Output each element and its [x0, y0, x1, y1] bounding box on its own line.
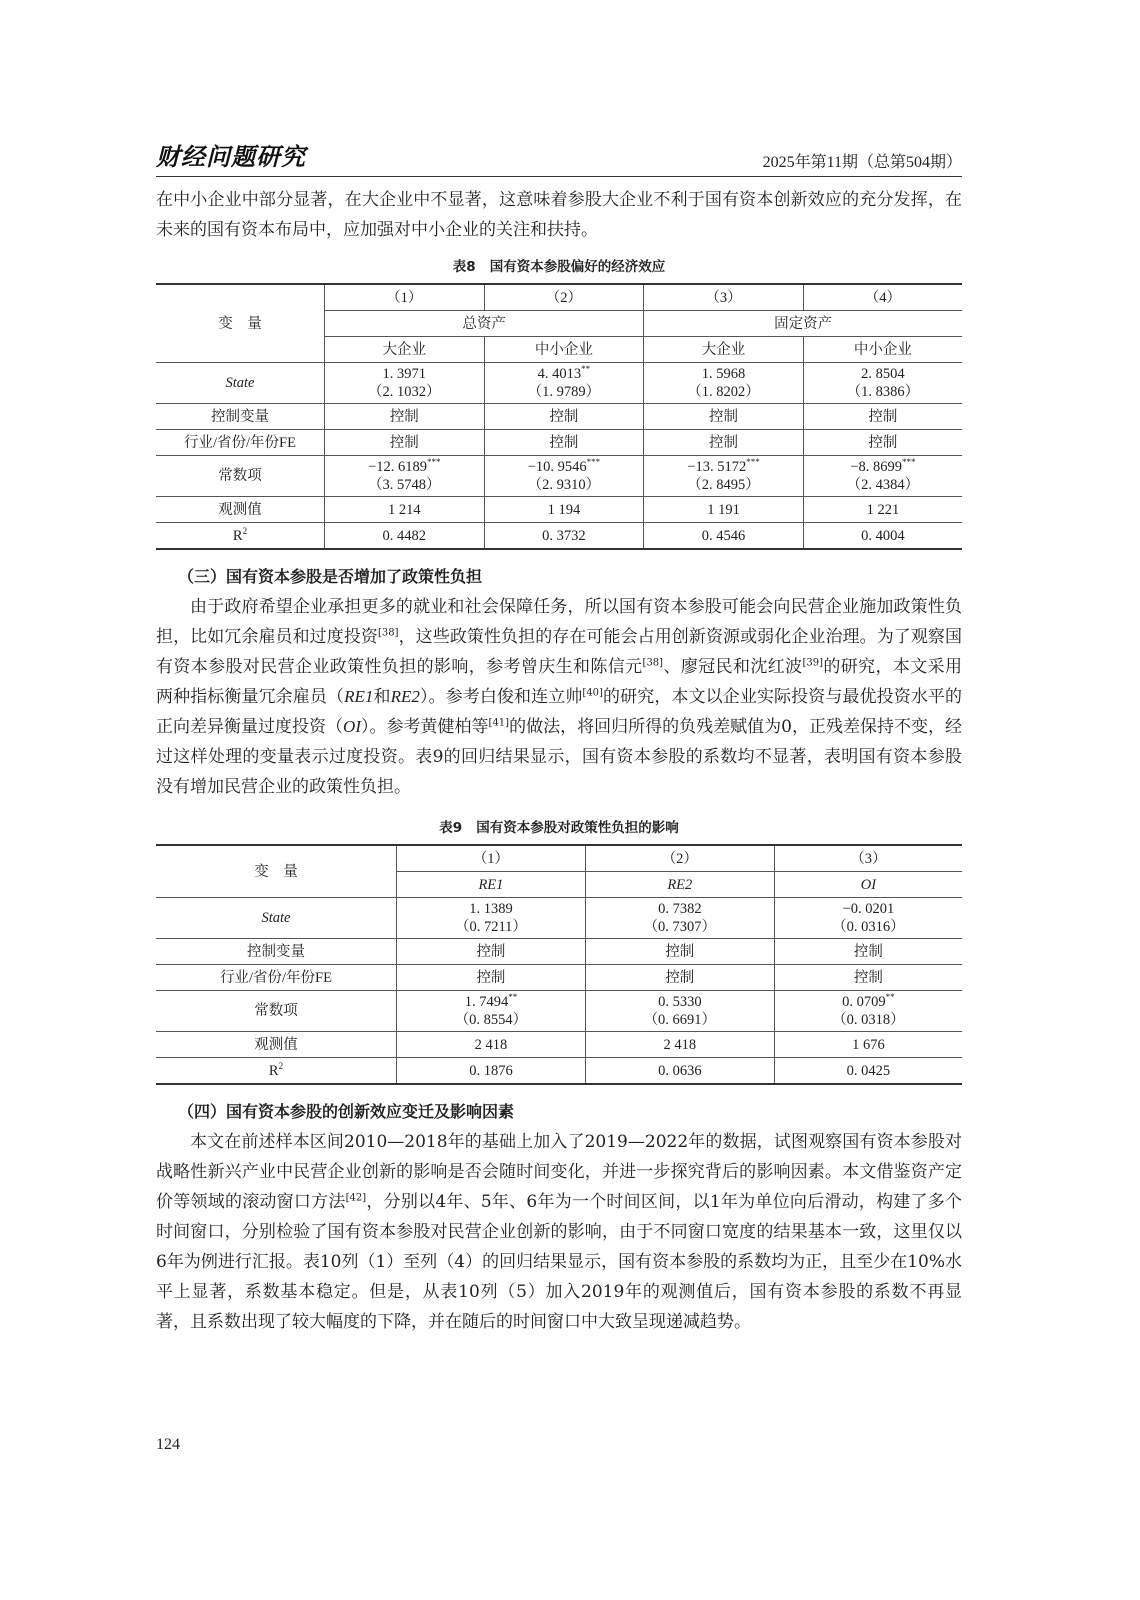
- cell: 控制: [774, 939, 962, 965]
- table9-title: 国有资本参股对政策性负担的影响: [476, 820, 679, 836]
- cell: 1. 7494** （0. 8554）: [397, 991, 586, 1032]
- cell: 控制: [397, 939, 586, 965]
- running-header: [156, 138, 962, 177]
- page: [156, 138, 962, 1337]
- cell: 控制: [803, 430, 962, 456]
- table-row: [156, 1032, 962, 1058]
- table-row: [156, 497, 962, 523]
- cell: −8. 8699*** （2. 4384）: [803, 456, 962, 497]
- col-number: （4）: [803, 284, 962, 311]
- cell: 1 214: [325, 497, 485, 523]
- cell: 1 191: [644, 497, 804, 523]
- row-label: 观测值: [156, 1032, 397, 1058]
- cell: 1. 3971 （2. 1032）: [325, 363, 485, 404]
- row-label: 常数项: [156, 456, 325, 497]
- cell: 0. 0636: [585, 1058, 774, 1085]
- table-row: [156, 523, 962, 550]
- cell: −13. 5172*** （2. 8495）: [644, 456, 804, 497]
- table-row: [156, 939, 962, 965]
- cell: 控制: [803, 404, 962, 430]
- section-heading: （三）国有资本参股是否增加了政策性负担: [178, 567, 483, 586]
- intro-paragraph: 在中小企业中部分显著，在大企业中不显著，这意味着参股大企业不利于国有资本创新效应的充分发挥，在未来的国有资本布局中，应加强对中小企业的关注和扶持。: [156, 190, 962, 240]
- cell: 控制: [397, 965, 586, 991]
- cell: 0. 7382 （0. 7307）: [585, 898, 774, 939]
- cell: 0. 5330 （0. 6691）: [585, 991, 774, 1032]
- cell: 1 676: [774, 1032, 962, 1058]
- cell: 0. 0709** （0. 0318）: [774, 991, 962, 1032]
- body-paragraph: 由于政府希望企业承担更多的就业和社会保障任务，所以国有资本参股可能会向民营企业施加政策性负担，比如冗余雇员和过度投资[38]，这些政策性负担的存在可能会占用创新资源或弱化企业治理。为了观察国有资本参股对民营企业政策性负担的影响，参考曾庆生和陈信元[38]、廖冠民和沈红波[39]的研究，本文采用两种指标衡量冗余雇员（RE1和RE2）。参考白俊和连立帅[40]的研究，本文以企业实际投资与最优投资水平的正向差异衡量过度投资（OI）。参考黄健柏等[41]的做法，将回归所得的负残差赋值为0，正残差保持不变，经过这样处理的变量表示过度投资。表9的回归结果显示，国有资本参股的系数均不显著，表明国有资本参股没有增加民营企业的政策性负担。: [156, 597, 963, 797]
- table-row: [156, 404, 962, 430]
- row-label: 行业/省份/年份FE: [156, 430, 325, 456]
- row-label: 常数项: [156, 991, 397, 1032]
- cell: 0. 1876: [397, 1058, 586, 1085]
- issue-info: 2025年第11期（总第504期）: [762, 154, 962, 171]
- cell: −10. 9546*** （2. 9310）: [484, 456, 644, 497]
- cell: 1. 5968 （1. 8202）: [644, 363, 804, 404]
- dep-var: RE2: [585, 872, 774, 898]
- cell: 2 418: [585, 1032, 774, 1058]
- cell: 控制: [644, 404, 804, 430]
- row-label: 控制变量: [156, 939, 397, 965]
- var-header: 变 量: [156, 284, 325, 363]
- cell: 控制: [585, 939, 774, 965]
- cell: 2 418: [397, 1032, 586, 1058]
- col-number: （2）: [484, 284, 644, 311]
- row-label: 观测值: [156, 497, 325, 523]
- row-label: State: [156, 363, 325, 404]
- cell: 控制: [484, 404, 644, 430]
- cell: 控制: [325, 404, 485, 430]
- col-number: （3）: [774, 845, 962, 872]
- cell: 控制: [644, 430, 804, 456]
- cell: 0. 4004: [803, 523, 962, 550]
- table8: [156, 283, 962, 550]
- var-header: 变 量: [156, 845, 397, 898]
- table-row: [156, 456, 962, 497]
- col-number: （2）: [585, 845, 774, 872]
- cell: 1 194: [484, 497, 644, 523]
- cell: 4. 4013** （1. 9789）: [484, 363, 644, 404]
- section-heading: （四）国有资本参股的创新效应变迁及影响因素: [178, 1102, 515, 1121]
- row-label: State: [156, 898, 397, 939]
- group-header: 固定资产: [644, 311, 962, 337]
- dep-var: RE1: [397, 872, 586, 898]
- table-row: [156, 363, 962, 404]
- cell: 2. 8504 （1. 8386）: [803, 363, 962, 404]
- cell: 控制: [585, 965, 774, 991]
- cell: −12. 6189*** （3. 5748）: [325, 456, 485, 497]
- table8-number: 表8: [452, 259, 476, 275]
- page-number: 124: [156, 1436, 180, 1453]
- row-label: 行业/省份/年份FE: [156, 965, 397, 991]
- cell: 控制: [325, 430, 485, 456]
- table-row: [156, 898, 962, 939]
- subgroup-header: 中小企业: [803, 337, 962, 363]
- cell: 0. 4546: [644, 523, 804, 550]
- table9: [156, 844, 962, 1085]
- table-row: [156, 991, 962, 1032]
- cell: 1 221: [803, 497, 962, 523]
- journal-logo: 财经问题研究: [156, 142, 306, 171]
- row-label: $R^2$: [156, 523, 325, 550]
- row-label: $R^2$: [156, 1058, 397, 1085]
- subgroup-header: 大企业: [325, 337, 485, 363]
- cell: 0. 0425: [774, 1058, 962, 1085]
- body-paragraph: 本文在前述样本区间2010—2018年的基础上加入了2019—2022年的数据，试图观察国有资本参股对战略性新兴产业中民营企业创新的影响是否会随时间变化，并进一步探究背后的影响因素。本文借鉴资产定价等领域的滚动窗口方法[42]，分别以4年、5年、6年为一个时间区间，以1年为单位向后滑动，构建了多个时间窗口，分别检验了国有资本参股对民营企业创新的影响，由于不同窗口宽度的结果基本一致，这里仅以6年为例进行汇报。表10列（1）至列（4）的回归结果显示，国有资本参股的系数均为正，且至少在10%水平上显著，系数基本稳定。但是，从表10列（5）加入2019年的观测值后，国有资本参股的系数不再显著，且系数出现了较大幅度的下降，并在随后的时间窗口中大致呈现递减趋势。: [156, 1132, 962, 1332]
- cell: 1. 1389 （0. 7211）: [397, 898, 586, 939]
- cell: 0. 3732: [484, 523, 644, 550]
- group-header: 总资产: [325, 311, 644, 337]
- table-row: [156, 430, 962, 456]
- table9-caption: [156, 816, 962, 836]
- cell: −0. 0201 （0. 0316）: [774, 898, 962, 939]
- col-number: （1）: [325, 284, 485, 311]
- dep-var: OI: [774, 872, 962, 898]
- table-row: [156, 1058, 962, 1085]
- cell: 控制: [774, 965, 962, 991]
- cell: 控制: [484, 430, 644, 456]
- cell: 0. 4482: [325, 523, 485, 550]
- col-number: （1）: [397, 845, 586, 872]
- table8-title: 国有资本参股偏好的经济效应: [489, 259, 666, 275]
- table-row: [156, 965, 962, 991]
- table9-number: 表9: [439, 820, 463, 836]
- col-number: （3）: [644, 284, 804, 311]
- table8-caption: [156, 255, 962, 275]
- row-label: 控制变量: [156, 404, 325, 430]
- subgroup-header: 大企业: [644, 337, 804, 363]
- subgroup-header: 中小企业: [484, 337, 644, 363]
